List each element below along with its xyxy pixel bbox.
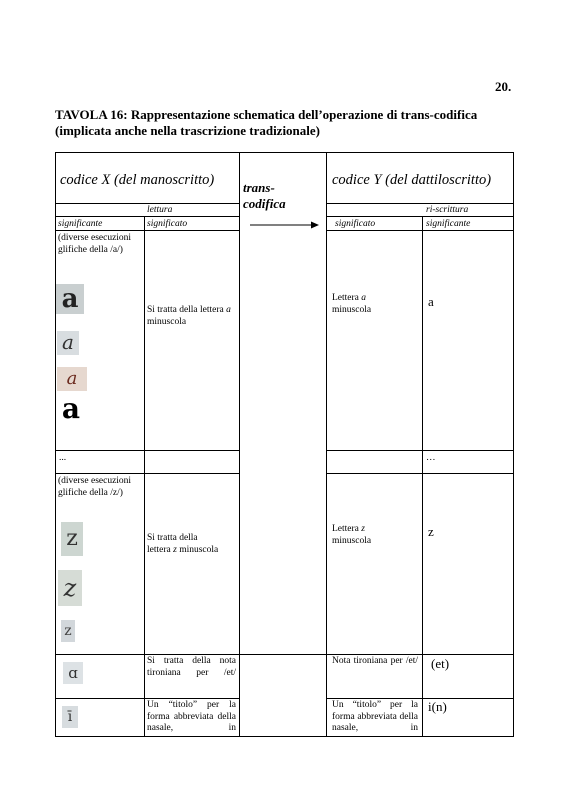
manuscript-glyph-z-3: z: [61, 620, 75, 642]
ellipsis-left: ...: [59, 453, 67, 463]
meaning-right-a: [332, 293, 418, 316]
col-divider-center-left: [239, 152, 240, 737]
glyph-note-z: (diverse esecuzioni glifiche della /z/): [58, 476, 132, 498]
border-left: [55, 152, 56, 737]
manuscript-glyph-a-4: a: [61, 392, 81, 425]
meaning-right-a-text-1: Lettera: [332, 293, 359, 303]
meaning-left-a-letter: a: [226, 305, 231, 315]
table-title: TAVOLA 16: Rappresentazione schematica dell’operazione di trans-codifica (implicata anche nella trascrizione tradizionale): [55, 107, 478, 138]
row-rule-4-right: [326, 698, 513, 699]
border-right: [513, 152, 514, 737]
rewrite-a: a: [428, 294, 434, 309]
manuscript-glyph-z-2: z: [58, 570, 82, 606]
meaning-right-z-text-1: Lettera: [332, 524, 359, 534]
manuscript-glyph-et: ɑ: [63, 662, 83, 684]
manuscript-glyph-a-1: a: [56, 284, 84, 314]
meaning-right-a-text-2: minuscola: [332, 304, 372, 315]
table-bottom-border: [55, 736, 513, 737]
meaning-left-titolo: Un “titolo” per la forma abbreviata della nasale, in: [147, 700, 236, 733]
row-rule-3: [55, 654, 513, 655]
significato-right-label: significato: [335, 219, 376, 229]
meaning-left-z-text-2b: minuscola: [179, 544, 219, 555]
meaning-right-a-letter: a: [361, 293, 367, 303]
riscrittura-label: ri-scrittura: [426, 205, 469, 215]
col-divider-center-right: [326, 152, 327, 737]
row-rule-1-left: [55, 450, 239, 451]
transcodifica-heading: [243, 180, 286, 212]
meaning-left-z-text-2a: lettera: [147, 544, 171, 555]
significante-right-label: significante: [426, 219, 471, 229]
meaning-right-titolo: Un “titolo” per la forma abbreviata della nasale, in: [332, 700, 418, 733]
lettura-rule-right: [326, 216, 513, 217]
row-rule-2-left: [55, 473, 239, 474]
row-rule-4-left: [55, 698, 239, 699]
right-arrow-icon: [250, 220, 320, 230]
meaning-left-a: [147, 305, 237, 328]
rewrite-titolo: i(n): [428, 699, 447, 714]
header-bottom-left: [55, 203, 239, 204]
manuscript-glyph-z-1: z: [61, 522, 83, 556]
glyph-note-a: (diverse esecuzioni glifiche della /a/): [58, 233, 132, 255]
significante-left-label: significante: [58, 219, 103, 229]
col-divider-right: [422, 216, 423, 737]
meaning-right-et: Nota tironiana per /et/: [332, 656, 418, 666]
row-rule-2-right: [326, 473, 513, 474]
transcodifica-line1: trans-: [243, 180, 275, 195]
header-bottom-right: [326, 203, 513, 204]
manuscript-glyph-titolo: ī: [62, 706, 78, 728]
meaning-left-a-text-1: Si tratta della lettera: [147, 305, 224, 315]
codice-y-heading: codice Y (del dattiloscritto): [332, 172, 492, 188]
meaning-left-z-letter: z: [173, 544, 177, 555]
meaning-right-z: [332, 524, 418, 547]
manuscript-glyph-a-2: a: [57, 331, 79, 355]
meaning-left-z-text-1: Si tratta della: [147, 533, 198, 543]
col-divider-left: [144, 216, 145, 737]
transcodifica-line2: codifica: [243, 196, 286, 211]
codice-x-heading: codice X (del manoscritto): [60, 172, 215, 188]
page-number: 20.: [495, 79, 512, 94]
rewrite-z: z: [428, 524, 434, 539]
meaning-left-a-text-2: minuscola: [147, 316, 187, 327]
table-top-border: [55, 152, 513, 153]
meaning-right-z-text-2: minuscola: [332, 535, 372, 546]
rewrite-et: (et): [431, 656, 450, 671]
significato-left-label: significato: [147, 219, 188, 229]
meaning-left-et: Si tratta della nota tironiana per /et/: [147, 656, 236, 678]
meaning-left-z: [147, 533, 237, 556]
manuscript-glyph-a-3: a: [57, 367, 87, 391]
meaning-right-z-letter: z: [361, 524, 365, 534]
lettura-label: lettura: [147, 205, 173, 215]
row-rule-1-right: [326, 450, 513, 451]
ellipsis-right: …: [426, 453, 436, 463]
meaning-left-z-line-2: [147, 545, 237, 557]
